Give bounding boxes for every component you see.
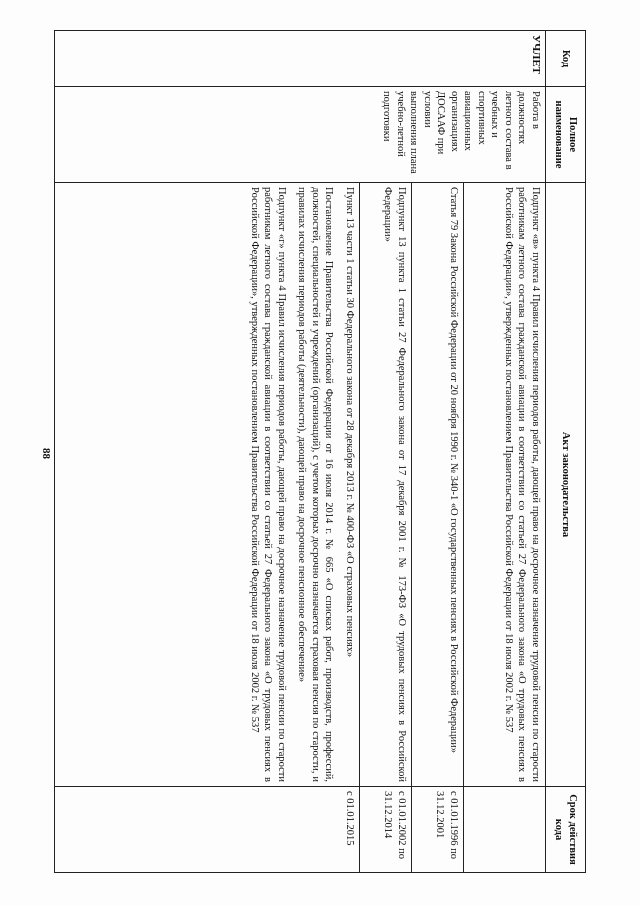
header-act: Акт законодательства [546, 183, 586, 787]
legislation-table [54, 30, 586, 873]
act-paragraph: Подпункт 13 пункта 1 статьи 27 Федерального закона от 17 декабря 2001 г. № 173-ФЗ «О трудовых пенсиях в Российской Федерации» [382, 187, 407, 782]
table-row [464, 31, 546, 873]
term-cell: с 01.01.2002 по 31.12.2014 [360, 787, 412, 873]
header-full-name: Полное наименование [546, 87, 586, 183]
term-cell: с 01.01.1996 по 31.12.2001 [412, 787, 464, 873]
act-paragraph: Подпункт «в» пункта 4 Правил исчисления периодов работы, дающей право на досрочное назначение трудовой пенсии по старости работникам летного состава гражданской авиации в соответствии со статьей 27 Федерального закона «О трудовых пенсиях в Российской Федерации», утвержденных постановлением Правительства Российской Федерации от 18 июля 2002 г. № 537 [503, 187, 541, 782]
rotated-table-wrapper [54, 30, 586, 872]
code-cell: УЧЛЕТ [55, 31, 546, 87]
act-paragraph: Статья 79 Закона Российской Федерации от 20 ноября 1990 г. № 340-1 «О государственных пенсиях в Российской Федерации» [448, 187, 459, 753]
header-code: Код [546, 31, 586, 87]
act-cell [55, 183, 360, 787]
full-name-cell: Работа в должностях летного состава в учебных и спортивных авиационных организациях ДОСААФ при условии выполнения плана учебно-летной подготовки [55, 87, 546, 183]
table-header-row [546, 31, 586, 873]
act-cell [412, 183, 464, 787]
act-cell [360, 183, 412, 787]
act-cell [464, 183, 546, 787]
act-paragraph: Подпункт «г» пункта 4 Правил исчисления периодов работы, дающей право на досрочное назначение трудовой пенсии по старости работникам летного состава гражданской авиации в соответствии со статьей 27 Федерального закона «О трудовых пенсиях в Российской Федерации», утвержденных постановлением Правительства Российской Федерации от 18 июля 2002 г. № 537 [249, 187, 287, 782]
act-paragraph: Пункт 13 части 1 статьи 30 Федерального закона от 28 декабря 2013 г. № 400-ФЗ «О страховых пенсиях» [344, 187, 355, 658]
term-cell: с 01.01.2015 [55, 787, 360, 873]
act-paragraph: Постановление Правительства Российской Федерации от 16 июля 2014 г. № 665 «О списках работ, производств, профессий, должностей, специальностей и учреждений (организаций), с учетом которых досрочно назначается страховая пенсия по старости, и правилах исчисления периодов работы (деятельности), дающей право на досрочное пенсионное обеспечение» [296, 187, 335, 782]
term-cell [464, 787, 546, 873]
header-term: Срок действия кода [546, 787, 586, 873]
page-number: 88 [40, 448, 52, 459]
